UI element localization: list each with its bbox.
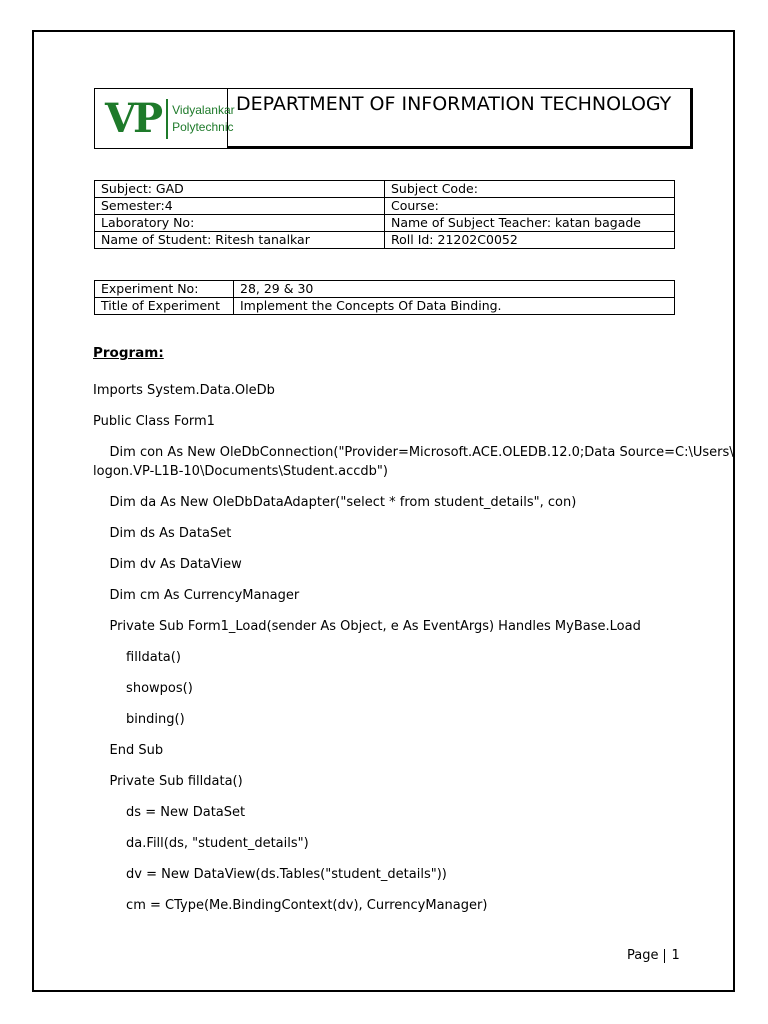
roll-id-cell: Roll Id: 21202C0052 — [385, 232, 675, 249]
table-row — [95, 298, 675, 315]
table-row — [95, 181, 675, 198]
subject-info-table — [94, 180, 675, 249]
department-title: DEPARTMENT OF INFORMATION TECHNOLOGY — [228, 89, 692, 148]
logo — [95, 89, 235, 148]
teacher-cell: Name of Subject Teacher: katan bagade — [385, 215, 675, 232]
subject-code-cell: Subject Code: — [385, 181, 675, 198]
code-line: ds = New DataSet — [93, 805, 246, 820]
program-heading: Program: — [93, 345, 164, 361]
code-line: Dim ds As DataSet — [93, 526, 232, 541]
experiment-title-value: Implement the Concepts Of Data Binding. — [234, 298, 675, 315]
logo-text — [172, 102, 234, 136]
code-line: filldata() — [93, 650, 181, 665]
logo-divider — [166, 99, 168, 139]
code-line: End Sub — [93, 743, 164, 758]
experiment-table — [94, 280, 675, 315]
table-row — [95, 198, 675, 215]
table-row — [95, 232, 675, 249]
page-footer — [627, 948, 680, 963]
code-line: Dim cm As CurrencyManager — [93, 588, 300, 603]
page-label: Page — [627, 948, 659, 963]
code-line: Dim con As New OleDbConnection("Provider=Microsoft.ACE.OLEDB.12.0;Data Source=C:\Users\ logon.VP-L1B-10\Documents\Student.accdb") — [93, 445, 734, 479]
code-line: Private Sub filldata() — [93, 774, 243, 789]
code-line: dv = New DataView(ds.Tables("student_details")) — [93, 867, 447, 882]
code-line: Public Class Form1 — [93, 414, 215, 429]
course-cell: Course: — [385, 198, 675, 215]
logo-line1: Vidyalankar — [172, 102, 235, 117]
code-line: binding() — [93, 712, 185, 727]
footer-separator — [664, 949, 665, 963]
logo-line2: Polytechnic — [172, 119, 234, 134]
semester-cell: Semester:4 — [95, 198, 385, 215]
code-line: Private Sub Form1_Load(sender As Object, e As EventArgs) Handles MyBase.Load — [93, 619, 641, 634]
code-line: cm = CType(Me.BindingContext(dv), CurrencyManager) — [93, 898, 488, 913]
code-line: showpos() — [93, 681, 193, 696]
page-number: 1 — [671, 948, 680, 963]
experiment-title-label: Title of Experiment — [95, 298, 234, 315]
program-section — [93, 345, 734, 927]
subject-cell: Subject: GAD — [95, 181, 385, 198]
code-line: Dim da As New OleDbDataAdapter("select * from student_details", con) — [93, 495, 577, 510]
code-line: Dim dv As DataView — [93, 557, 242, 572]
table-row — [95, 281, 675, 298]
table-row — [95, 215, 675, 232]
code-line: Imports System.Data.OleDb — [93, 383, 275, 398]
logo-letters: VP — [105, 94, 161, 142]
vp-logo — [105, 94, 235, 142]
student-cell: Name of Student: Ritesh tanalkar — [95, 232, 385, 249]
document-header — [94, 88, 693, 149]
experiment-no-label: Experiment No: — [95, 281, 234, 298]
experiment-no-value: 28, 29 & 30 — [234, 281, 675, 298]
lab-no-cell: Laboratory No: — [95, 215, 385, 232]
code-line: da.Fill(ds, "student_details") — [93, 836, 309, 851]
